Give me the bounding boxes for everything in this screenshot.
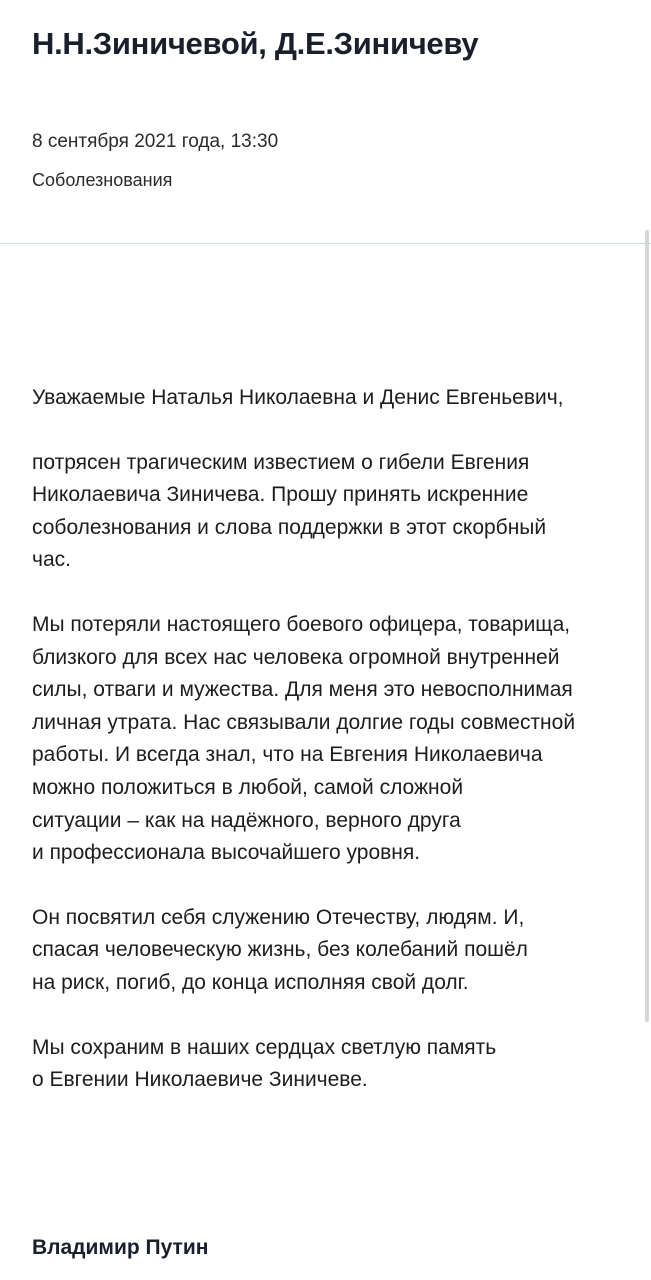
publication-date: 8 сентября 2021 года, 13:30 [32, 131, 279, 152]
text-line: близкого для всех нас человека огромной внутренней [32, 645, 560, 669]
header-divider [0, 243, 651, 244]
letter-body [32, 382, 622, 1097]
letter-paragraph-4 [32, 1032, 622, 1097]
signature: Владимир Путин [32, 1236, 209, 1259]
text-line: работы. И всегда знал, что на Евгения Николаевича [32, 743, 543, 767]
text-line: потрясен трагическим известием о гибели Евгения [32, 450, 530, 474]
text-line: силы, отваги и мужества. Для меня это невосполнимая [32, 678, 573, 702]
text-line: личная утрата. Нас связывали долгие годы совместной [32, 710, 576, 734]
text-line: Он посвятил себя служению Отечеству, людям. И, [32, 905, 525, 929]
text-line: спасая человеческую жизнь, без колебаний пошёл [32, 938, 528, 962]
text-line: можно положиться в любой, самой сложной [32, 775, 464, 799]
document-header [0, 0, 651, 192]
text-line: на риск, погиб, до конца исполняя свой долг. [32, 970, 469, 994]
text-line: и профессионала высочайшего уровня. [32, 841, 421, 865]
letter-paragraph-3 [32, 902, 622, 1000]
text-line: Мы сохраним в наших сердцах светлую память [32, 1035, 497, 1059]
letter-paragraph-2 [32, 609, 622, 870]
letter-greeting: Уважаемые Наталья Николаевна и Денис Евгеньевич, [32, 386, 564, 409]
letter-paragraph-1 [32, 447, 622, 577]
text-line: час. [32, 548, 71, 572]
text-line: Николаевича Зиничева. Прошу принять искренние [32, 483, 529, 507]
scrollbar[interactable] [645, 230, 649, 1022]
text-line: о Евгении Николаевиче Зиничеве. [32, 1068, 368, 1092]
text-line: соболезнования и слова поддержки в этот скорбный [32, 515, 547, 539]
text-line: Мы потеряли настоящего боевого офицера, товарища, [32, 612, 571, 636]
text-line: ситуации – как на надёжного, верного друга [32, 808, 461, 832]
category-link[interactable]: Соболезнования [32, 170, 173, 190]
page-title: Н.Н.Зиничевой, Д.Е.Зиничеву [32, 26, 479, 61]
